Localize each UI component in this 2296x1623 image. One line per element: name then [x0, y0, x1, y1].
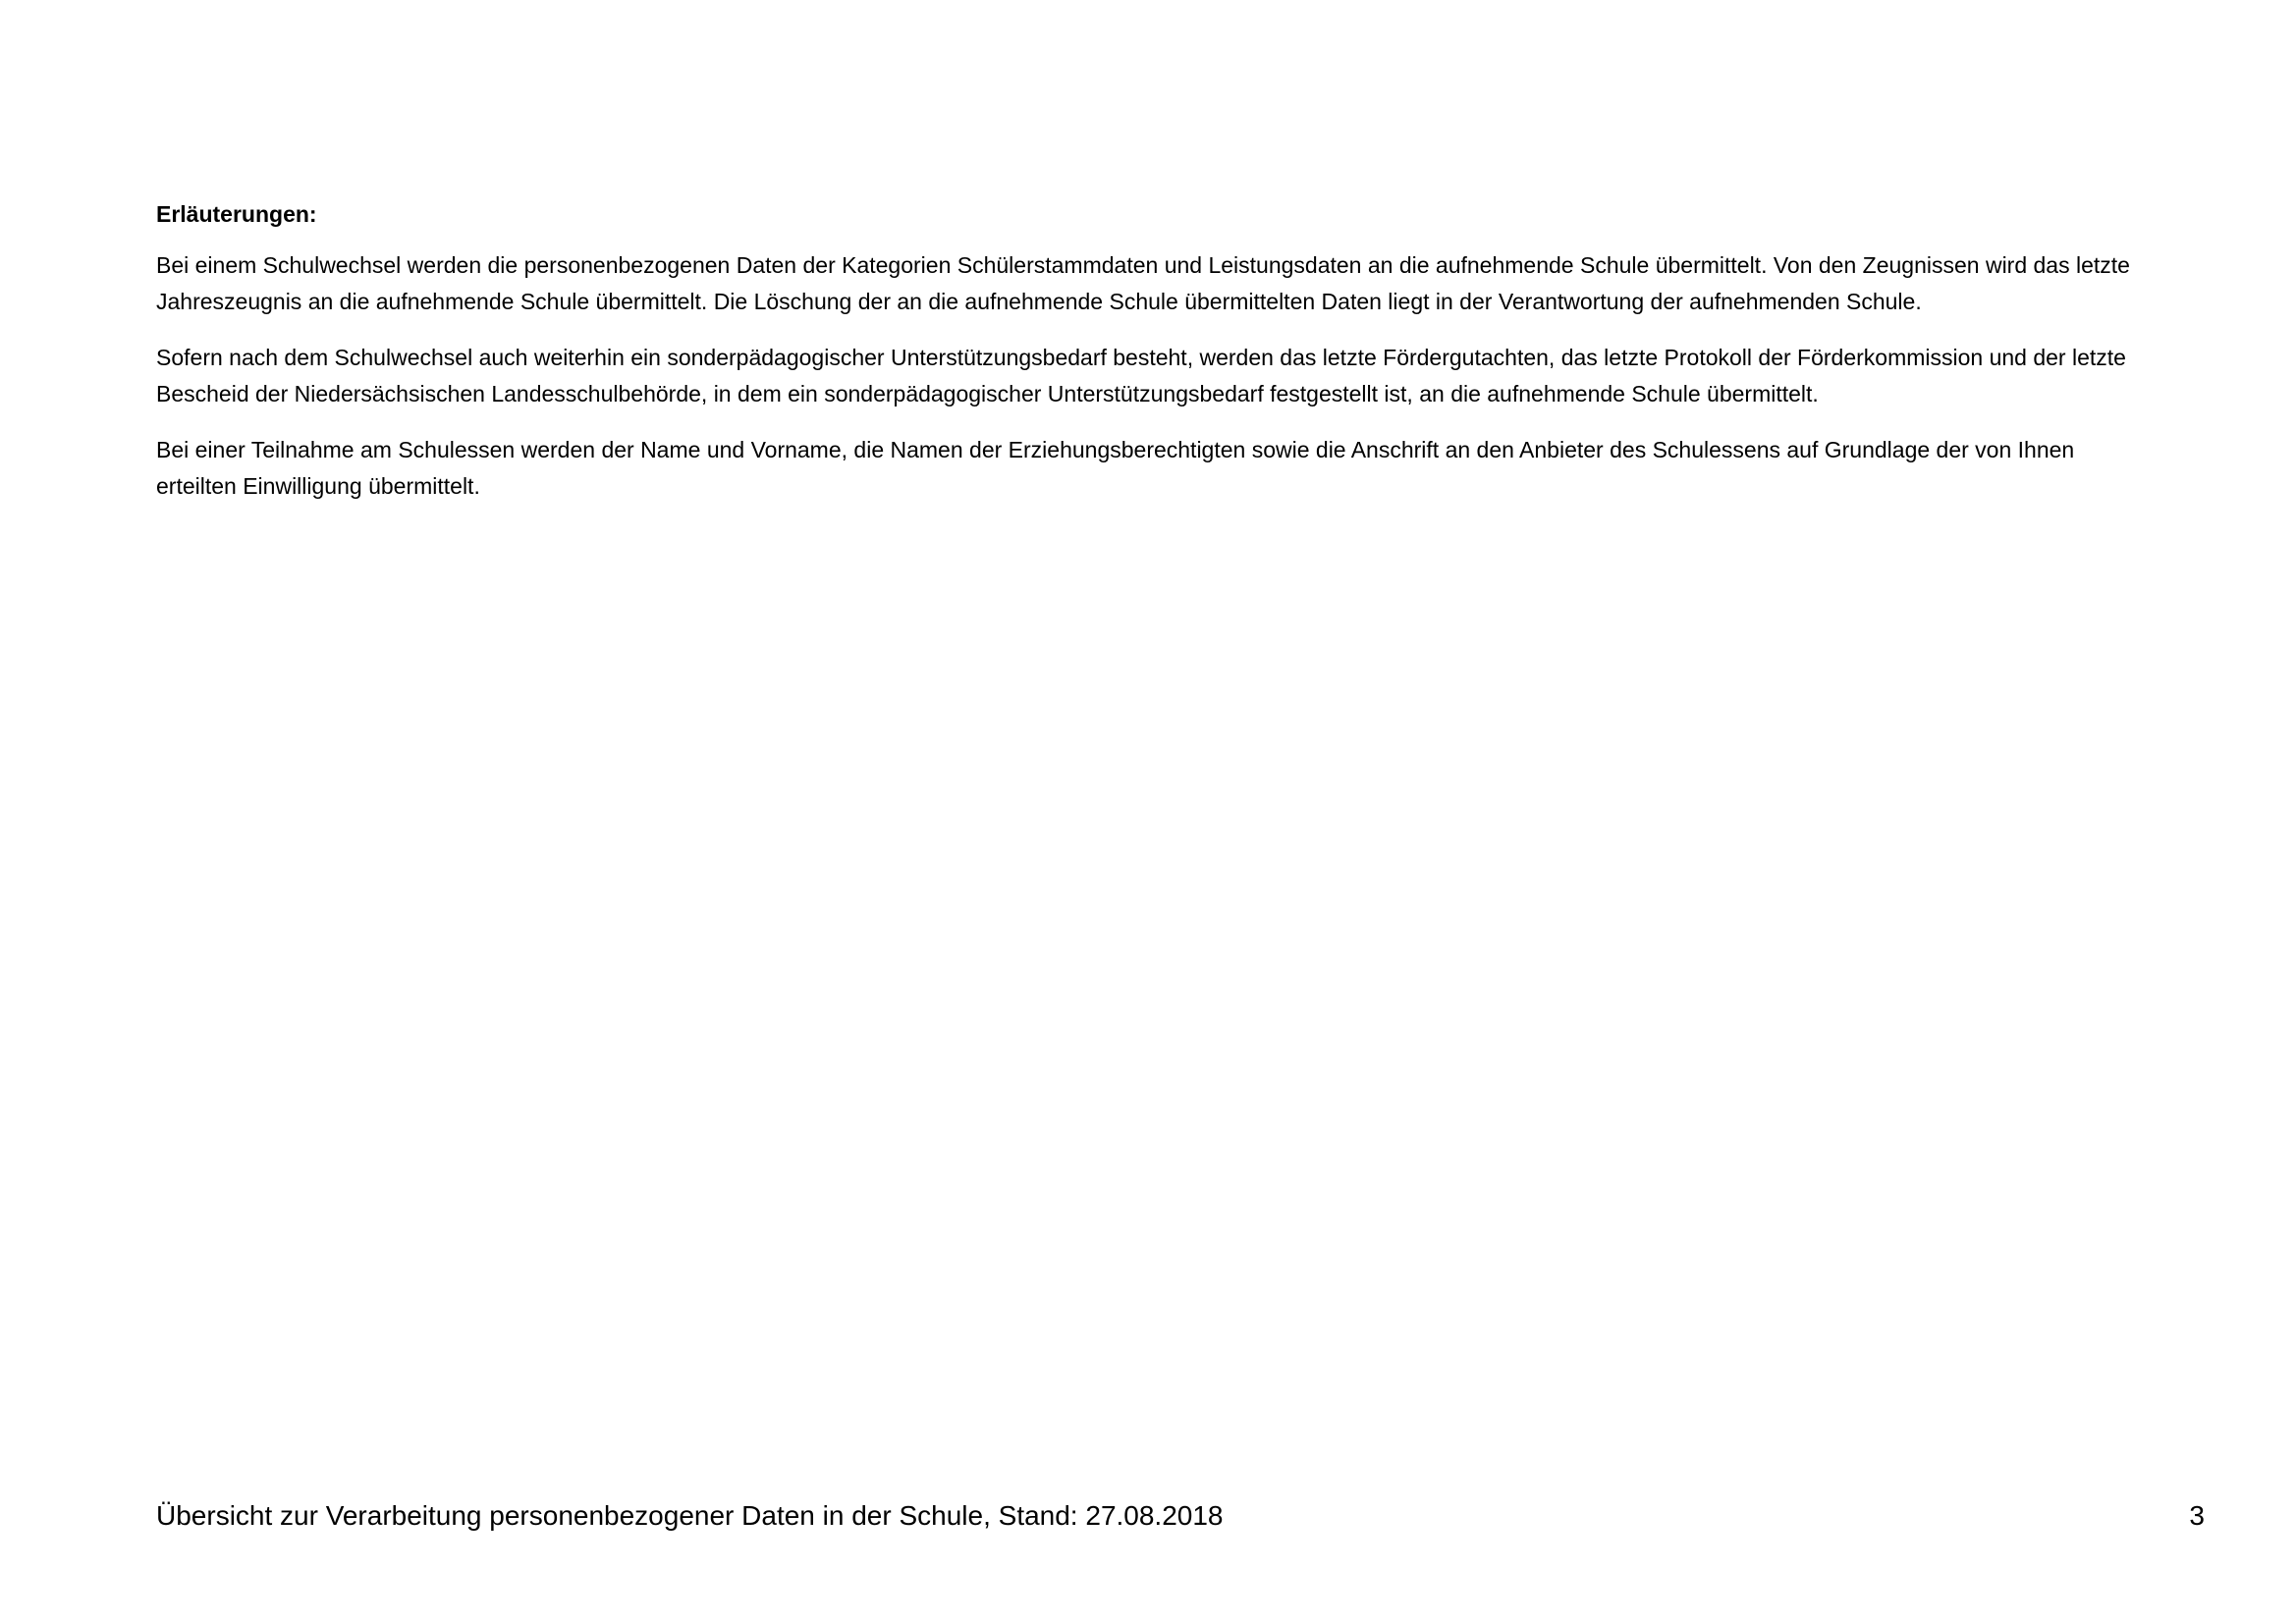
page-number: 3 — [2189, 1500, 2205, 1531]
paragraph-school-change: Bei einem Schulwechsel werden die personenbezogenen Daten der Kategorien Schülerstammdaten und Leistungsdaten an die aufnehmende Schule übermittelt. Von den Zeugnissen wird das letzte Jahreszeugnis an die aufnehmende Schule übermittelt. Die Löschung der an die aufnehmende Schule übermittelten Daten liegt in der Verantwortung der aufnehmenden Schule. — [156, 252, 2130, 314]
explanations-section — [156, 192, 2130, 524]
footer-title: Übersicht zur Verarbeitung personenbezogener Daten in der Schule, Stand: 27.08.2018 — [156, 1500, 1224, 1531]
paragraph-school-meals: Bei einer Teilnahme am Schulessen werden der Name und Vorname, die Namen der Erziehungsberechtigten sowie die Anschrift an den Anbieter des Schulessens auf Grundlage der von Ihnen erteilten Einwilligung übermittelt. — [156, 437, 2075, 499]
section-heading: Erläuterungen: — [156, 201, 317, 227]
paragraph-special-needs: Sofern nach dem Schulwechsel auch weiterhin ein sonderpädagogischer Unterstützungsbedarf besteht, werden das letzte Fördergutachten, das letzte Protokoll der Förderkommission und der letzte Bescheid der Niedersächsischen Landesschulbehörde, in dem ein sonderpädagogischer Unterstützungsbedarf festgestellt ist, an die aufnehmende Schule übermittelt. — [156, 345, 2126, 406]
page-footer — [156, 1496, 2205, 1536]
